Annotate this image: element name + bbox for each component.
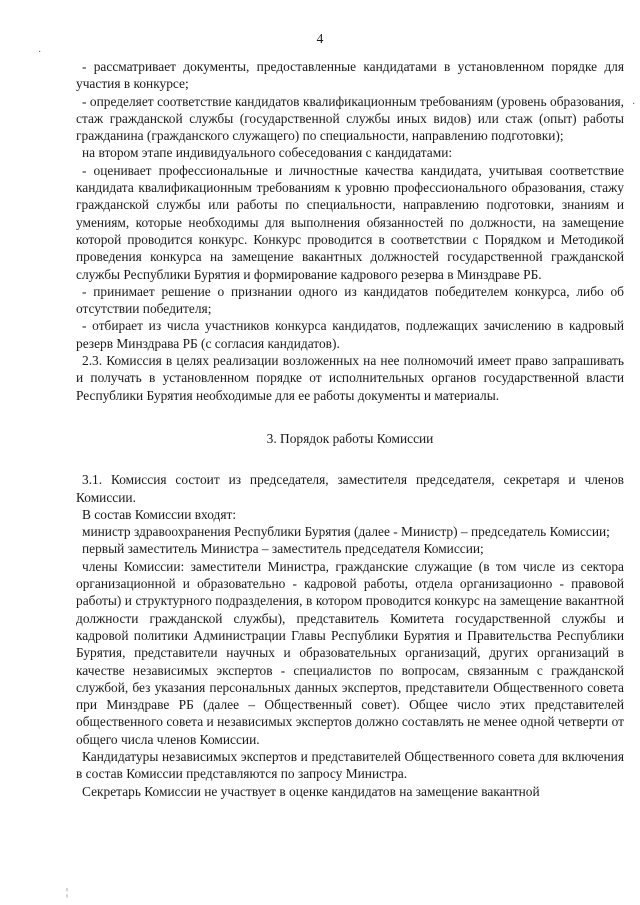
scan-mark: · [38, 47, 42, 58]
scan-mark: · [632, 99, 636, 110]
paragraph: Секретарь Комиссии не участвует в оценке кандидатов на замещение вакантной [82, 783, 540, 799]
document-body [76, 58, 624, 800]
paragraph: - отбирает из числа участников конкурса кандидатов, подлежащих зачислению в кадровый резерв Минздрава РБ (с согласия кандидатов). [76, 318, 624, 351]
page-number: 4 [316, 31, 324, 46]
paragraph: Кандидатуры независимых экспертов и представителей Общественного совета для включения в состав Комиссии представляются по запросу Министра. [76, 748, 624, 782]
scan-mark: ¦ [66, 887, 69, 898]
paragraph: В состав Комиссии входят: [82, 506, 237, 522]
paragraph: 3.1. Комиссия состоит из председателя, заместителя председателя, секретаря и членов Комиссии. [76, 472, 624, 505]
paragraph: члены Комиссии: заместители Министра, гражданские служащие (в том числе из сектора организационной и образовательно - кадровой работы, отдела организационно - правовой работы) и структурного подразделения, в котором проводится конкурс на замещение вакантной должности гражданской службы), представитель Комитета государственной службы и кадровой политики Администрации Главы Республики Бурятия и Правительства Республики Бурятия, представители научных и образовательных организаций, других организаций в качестве независимых экспертов - специалистов по вопросам, связанным с гражданской службой, без указания персональных данных экспертов, представители Общественного совета при Минздраве РБ (далее – Общественный совет). Общее число этих представителей общественного совета и независимых экспертов должно составлять не менее одной четверти от общего числа членов Комиссии. [76, 558, 624, 747]
paragraph: - принимает решение о признании одного из кандидатов победителем конкурса, либо об отсутствии победителя; [76, 283, 624, 317]
paragraph: - определяет соответствие кандидатов квалификационным требованиям (уровень образования, стаж гражданской службы (государственной службы иных видов) или стаж (опыт) работы гражданина (гражданского служащего) по специальности, направлению подготовки); [76, 93, 624, 144]
section-heading: 3. Порядок работы Комиссии [266, 430, 434, 446]
paragraph: 2.3. Комиссия в целях реализации возложенных на нее полномочий имеет право запрашивать и получать в установленном порядке от исполнительных органов государственной власти Республики Бурятия необходимые для ее работы документы и материалы. [76, 353, 624, 403]
paragraph: - оценивает профессиональные и личностные качества кандидата, учитывая соответствие кандидата квалификационным требованиям к уровню профессионального образования, стажу гражданской службы или работы по специальности, направлению подготовки, знаниям и умениям, которые необходимы для выполнения обязанностей по должности, на замещение которой проводится конкурс. Конкурс проводится в соответствии с Порядком и Методикой проведения конкурса на замещение вакантных должностей государственной гражданской службы Республики Бурятия и формирование кадрового резерва в Минздраве РБ. [76, 162, 624, 282]
paragraph: первый заместитель Министра – заместитель председателя Комиссии; [82, 541, 484, 557]
paragraph: министр здравоохранения Республики Бурятия (далее - Министр) – председатель Комиссии; [82, 524, 610, 540]
paragraph: на втором этапе индивидуального собеседования с кандидатами: [82, 145, 453, 161]
paragraph: - рассматривает документы, предоставленные кандидатами в установленном порядке для участия в конкурсе; [76, 59, 624, 92]
